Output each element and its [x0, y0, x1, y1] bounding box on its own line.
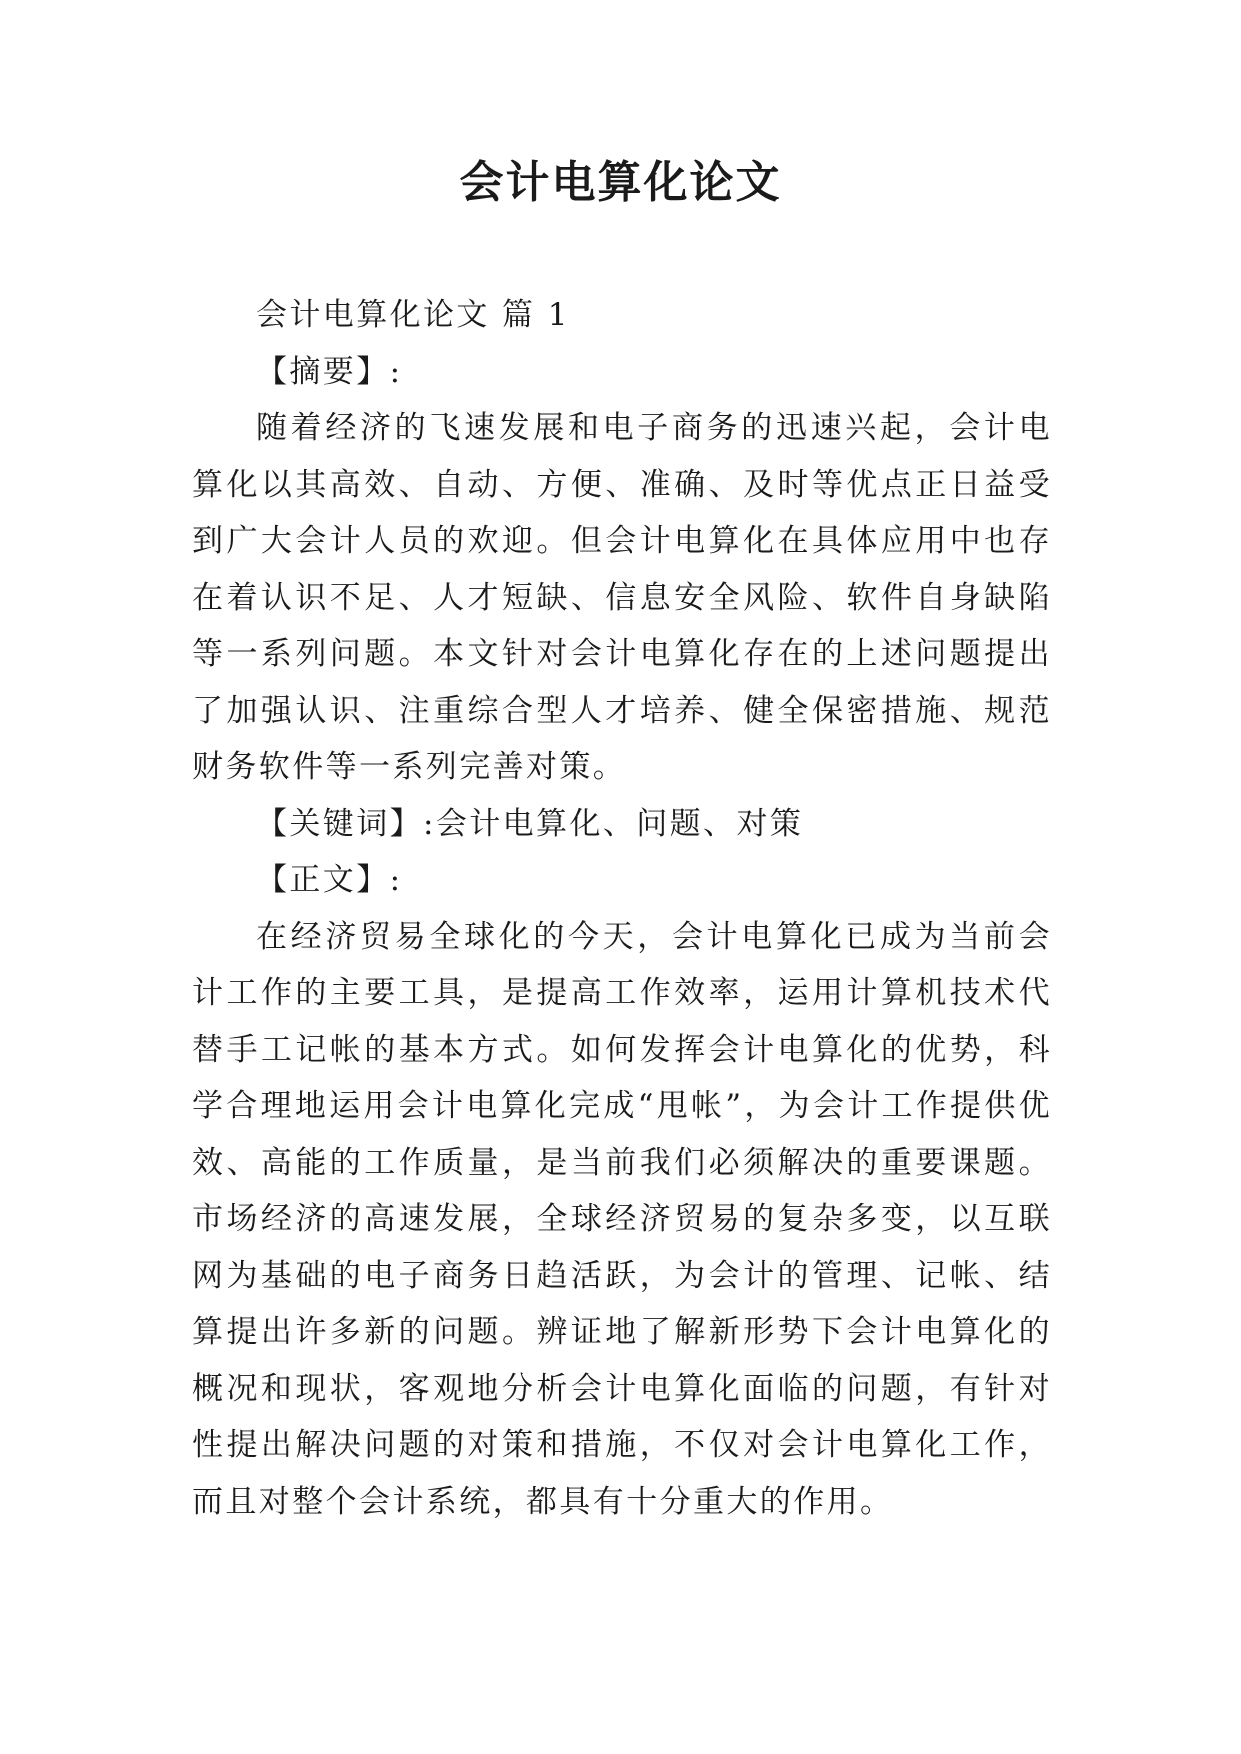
- keywords-line: 【关键词】:会计电算化、问题、对策: [256, 805, 804, 842]
- abstract-label: 【摘要】:: [256, 353, 403, 390]
- document-title: 会计电算化论文: [459, 157, 782, 208]
- section-heading: 会计电算化论文 篇 1: [256, 297, 570, 333]
- abstract-paragraph: 随着经济的飞速发展和电子商务的迅速兴起，会计电算化以其高效、自动、方便、准确、及时等优点正日益受到广大会计人员的欢迎。但会计电算化在具体应用中也存在着认识不足、人才短缺、信息安全风险、软件自身缺陷等一系列问题。本文针对会计电算化存在的上述问题提出了加强认识、注重综合型人才培养、健全保密措施、规范财务软件等一系列完善对策。: [192, 410, 1052, 785]
- document-body: [192, 287, 1052, 1530]
- body-paragraph: 在经济贸易全球化的今天，会计电算化已成为当前会计工作的主要工具，是提高工作效率，运用计算机技术代替手工记帐的基本方式。如何发挥会计电算化的优势，科学合理地运用会计电算化完成“甩帐”，为会计工作提供优效、高能的工作质量，是当前我们必须解决的重要课题。市场经济的高速发展，全球经济贸易的复杂多变，以互联网为基础的电子商务日趋活跃，为会计的管理、记帐、结算提出许多新的问题。辨证地了解新形势下会计电算化的概况和现状，客观地分析会计电算化面临的问题，有针对性提出解决问题的对策和措施，不仅对会计电算化工作，而且对整个会计系统，都具有十分重大的作用。: [192, 918, 1052, 1520]
- body-label: 【正文】:: [256, 862, 403, 898]
